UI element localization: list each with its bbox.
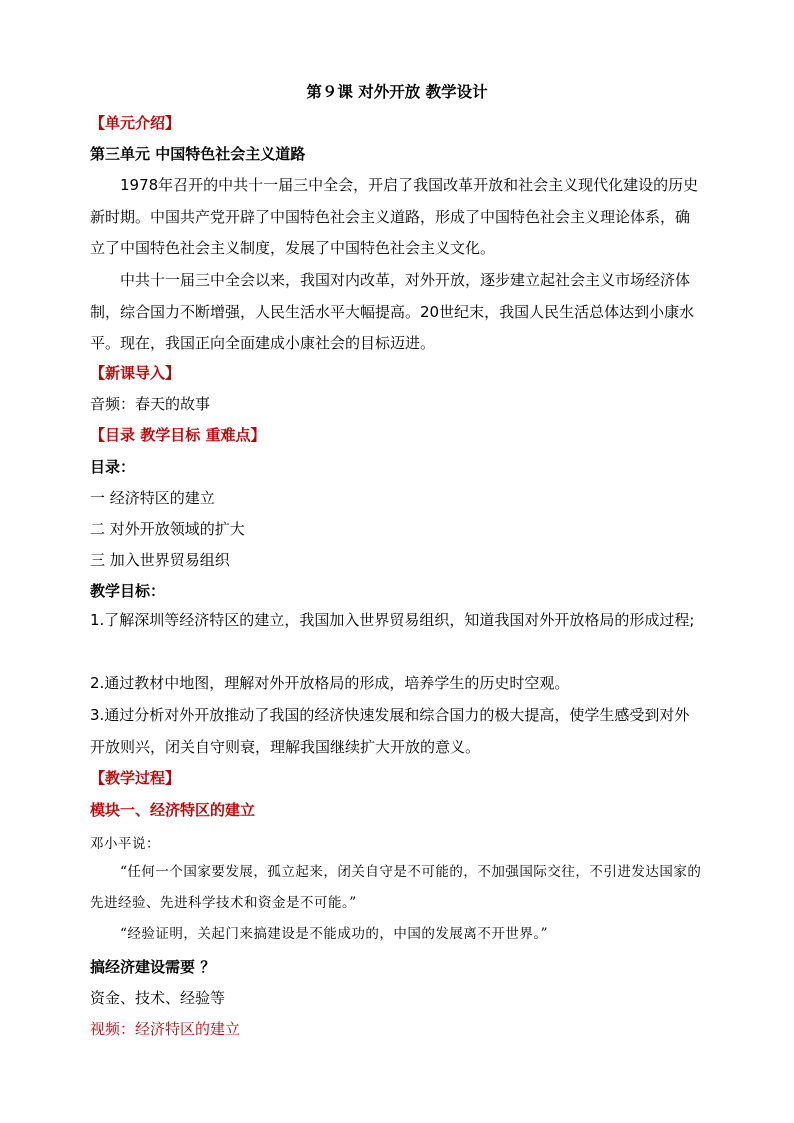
unit-intro-paragraph-2: 中共十一届三中全会以来，我国对内改革，对外开放，逐步建立起社会主义市场经济体制，综合国力不断增强，人民生活水平大幅提高。20世纪末，我国人民生活总体达到小康水平。现在，我国正向全面建成小康社会的目标迈进。 <box>90 271 695 352</box>
quote-1: “任何一个国家要发展，孤立起来，闭关自守是不可能的，不加强国际交往，不引进发达国家的先进经验、先进科学技术和资金是不可能。” <box>90 864 702 911</box>
new-lesson-heading: 【新课导入】 <box>90 364 181 382</box>
answer-text: 资金、技术、经验等 <box>90 989 226 1007</box>
unit-title: 第三单元 中国特色社会主义道路 <box>90 145 306 163</box>
objectives-heading: 【目录 教学目标 重难点】 <box>90 426 266 444</box>
toc-label: 目录： <box>90 458 136 476</box>
goal-item: 1.了解深圳等经济特区的建立，我国加入世界贸易组织，知道我国对外开放格局的形成过程; <box>90 611 695 629</box>
speaker-label: 邓小平说： <box>90 836 160 852</box>
goal-item: 2.通过教材中地图，理解对外开放格局的形成，培养学生的历史时空观。 <box>90 674 570 692</box>
toc-item: 一 经济特区的建立 <box>90 489 215 507</box>
quote-2: “经验证明，关起门来搞建设是不能成功的，中国的发展离不开世界。” <box>120 926 549 942</box>
question-text: 搞经济建设需要 ？ <box>90 958 216 976</box>
unit-intro-paragraph-1: 1978年召开的中共十一届三中全会，开启了我国改革开放和社会主义现代化建设的历史新时期。中国共产党开辟了中国特色社会主义道路，形成了中国特色社会主义理论体系，确立了中国特色社会主义制度，发展了中国特色社会主义文化。 <box>90 176 699 257</box>
module-1-title: 模块一、经济特区的建立 <box>90 801 256 819</box>
process-heading: 【教学过程】 <box>90 769 181 787</box>
toc-item: 二 对外开放领域的扩大 <box>90 520 245 538</box>
new-lesson-audio: 音频：春天的故事 <box>90 395 211 413</box>
video-link[interactable]: 视频：经济特区的建立 <box>90 1020 241 1038</box>
toc-item: 三 加入世界贸易组织 <box>90 551 230 569</box>
unit-intro-heading: 【单元介绍】 <box>90 114 181 132</box>
goals-label: 教学目标： <box>90 582 166 600</box>
page-title: 第９课 对外开放 教学设计 <box>306 83 488 101</box>
goal-item: 3.通过分析对外开放推动了我国的经济快速发展和综合国力的极大提高，使学生感受到对外开放则兴，闭关自守则衰，理解我国继续扩大开放的意义。 <box>90 706 690 756</box>
